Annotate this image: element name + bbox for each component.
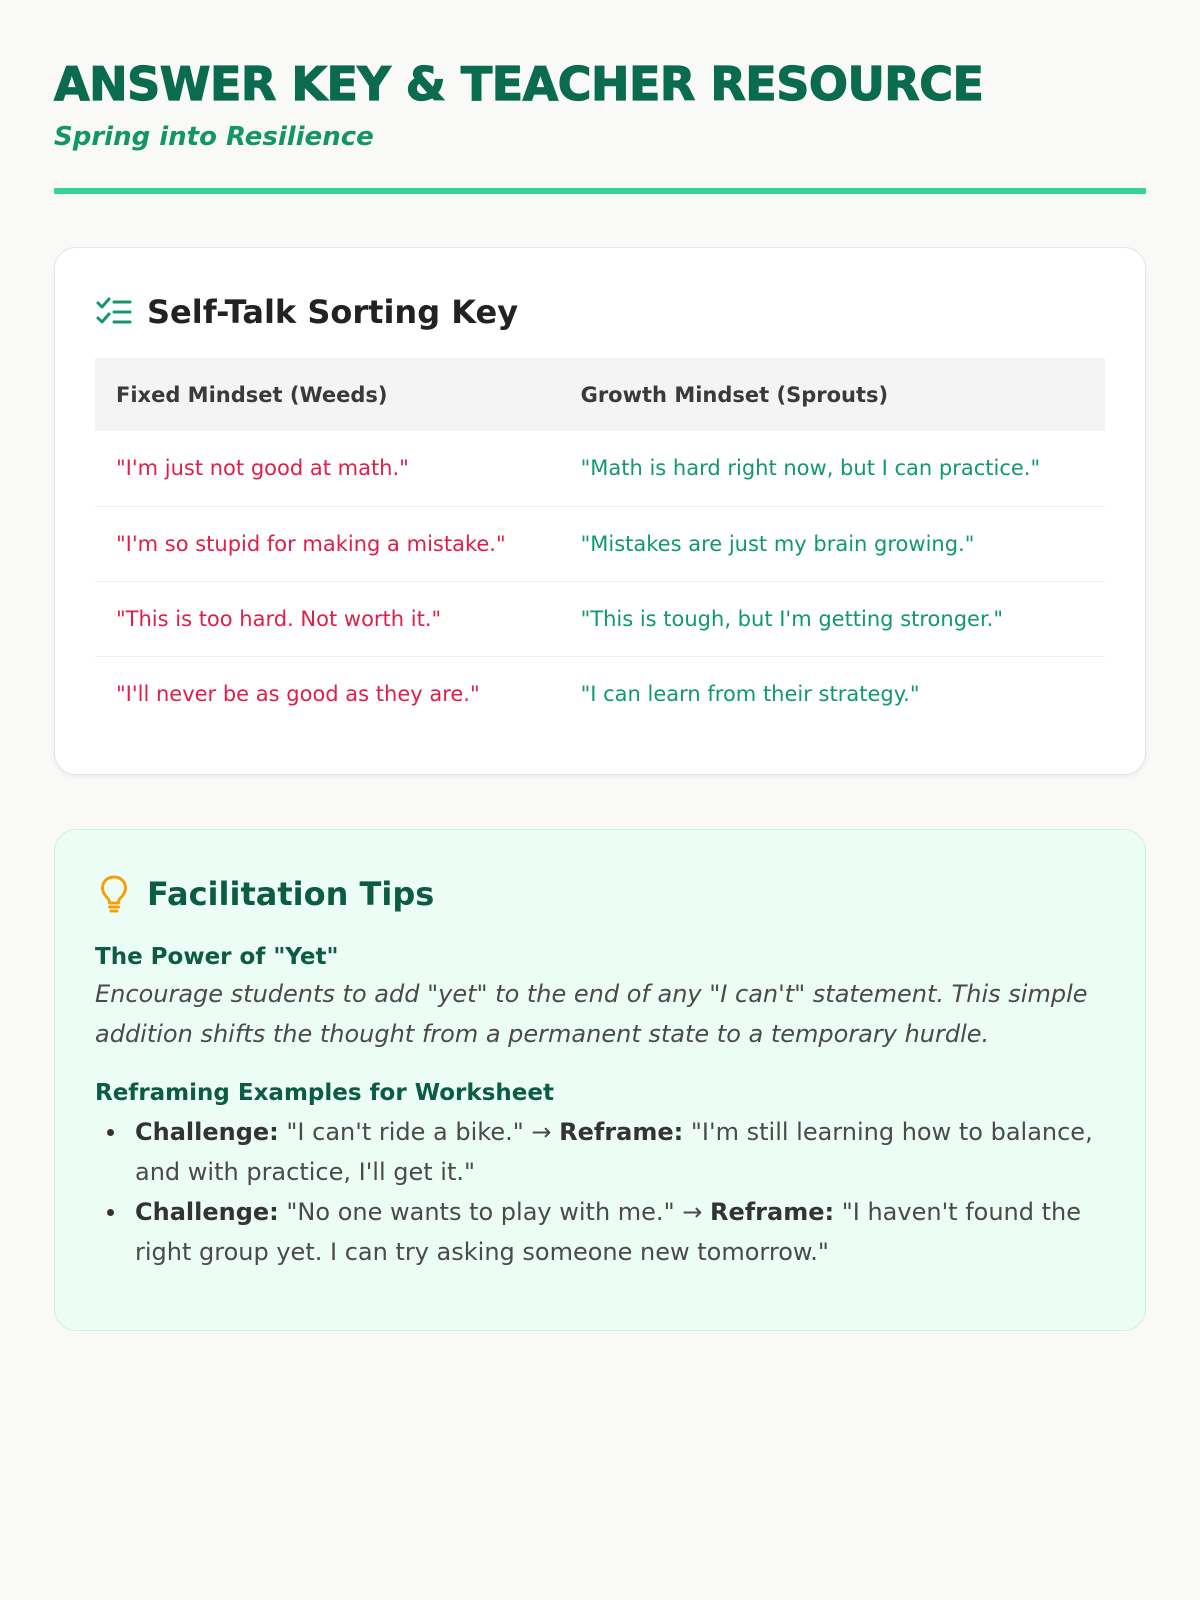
header <box>54 0 1146 194</box>
growth-statement: "Mistakes are just my brain growing." <box>560 506 1105 581</box>
reframing-heading: Reframing Examples for Worksheet <box>95 1080 554 1106</box>
reframing-list <box>95 1112 1105 1272</box>
power-of-yet-heading: The Power of "Yet" <box>95 944 339 970</box>
reframe-text: "I haven't found the right group yet. I can try asking someone new tomorrow." <box>135 1198 1082 1266</box>
table-row <box>95 431 1105 506</box>
sorting-key-header <box>95 288 1105 336</box>
page-title: ANSWER KEY & TEACHER RESOURCE <box>54 57 984 111</box>
lightbulb-icon-svg <box>99 874 129 914</box>
reframe-label: Reframe: <box>559 1118 684 1146</box>
bullet-icon <box>107 1129 114 1136</box>
facilitation-tips-header <box>95 870 1105 918</box>
table-row <box>95 506 1105 581</box>
sorting-table <box>95 358 1105 731</box>
header-divider <box>54 188 1146 194</box>
growth-statement: "Math is hard right now, but I can practice." <box>560 431 1105 506</box>
column-header-fixed: Fixed Mindset (Weeds) <box>95 358 560 431</box>
growth-statement: "I can learn from their strategy." <box>580 681 920 706</box>
table-row <box>95 581 1105 656</box>
fixed-statement: "I'm just not good at math." <box>95 431 560 506</box>
table-header-row <box>95 358 1105 431</box>
challenge-label: Challenge: <box>135 1118 279 1146</box>
facilitation-tips-card <box>54 829 1146 1331</box>
list-item <box>95 1192 1105 1272</box>
facilitation-tips-title: Facilitation Tips <box>147 875 435 913</box>
bullet-icon <box>107 1209 114 1216</box>
challenge-label: Challenge: <box>135 1198 279 1226</box>
table-row <box>95 656 1105 731</box>
list-item <box>95 1112 1105 1192</box>
lightbulb-icon <box>95 874 133 914</box>
sorting-key-card <box>54 247 1146 775</box>
growth-statement: "This is tough, but I'm getting stronger." <box>560 581 1105 656</box>
challenge-text: "I can't ride a bike." → <box>278 1118 560 1146</box>
fixed-statement: "I'm so stupid for making a mistake." <box>95 506 560 581</box>
reframe-label: Reframe: <box>709 1198 835 1226</box>
checklist-icon-svg <box>96 296 132 328</box>
checklist-icon <box>95 295 133 329</box>
fixed-statement: "This is too hard. Not worth it." <box>95 581 560 656</box>
column-header-growth: Growth Mindset (Sprouts) <box>560 358 1105 431</box>
fixed-statement: "I'll never be as good as they are." <box>116 681 480 706</box>
power-of-yet-text: Encourage students to add "yet" to the end of any "I can't" statement. This simple addition shifts the thought from a permanent state to a temporary hurdle. <box>95 980 1088 1048</box>
reframe-text: "I'm still learning how to balance, and with practice, I'll get it." <box>135 1118 1093 1186</box>
page-subtitle: Spring into Resilience <box>54 122 374 152</box>
sorting-key-title: Self-Talk Sorting Key <box>147 293 519 331</box>
challenge-text: "No one wants to play with me." → <box>278 1198 710 1226</box>
